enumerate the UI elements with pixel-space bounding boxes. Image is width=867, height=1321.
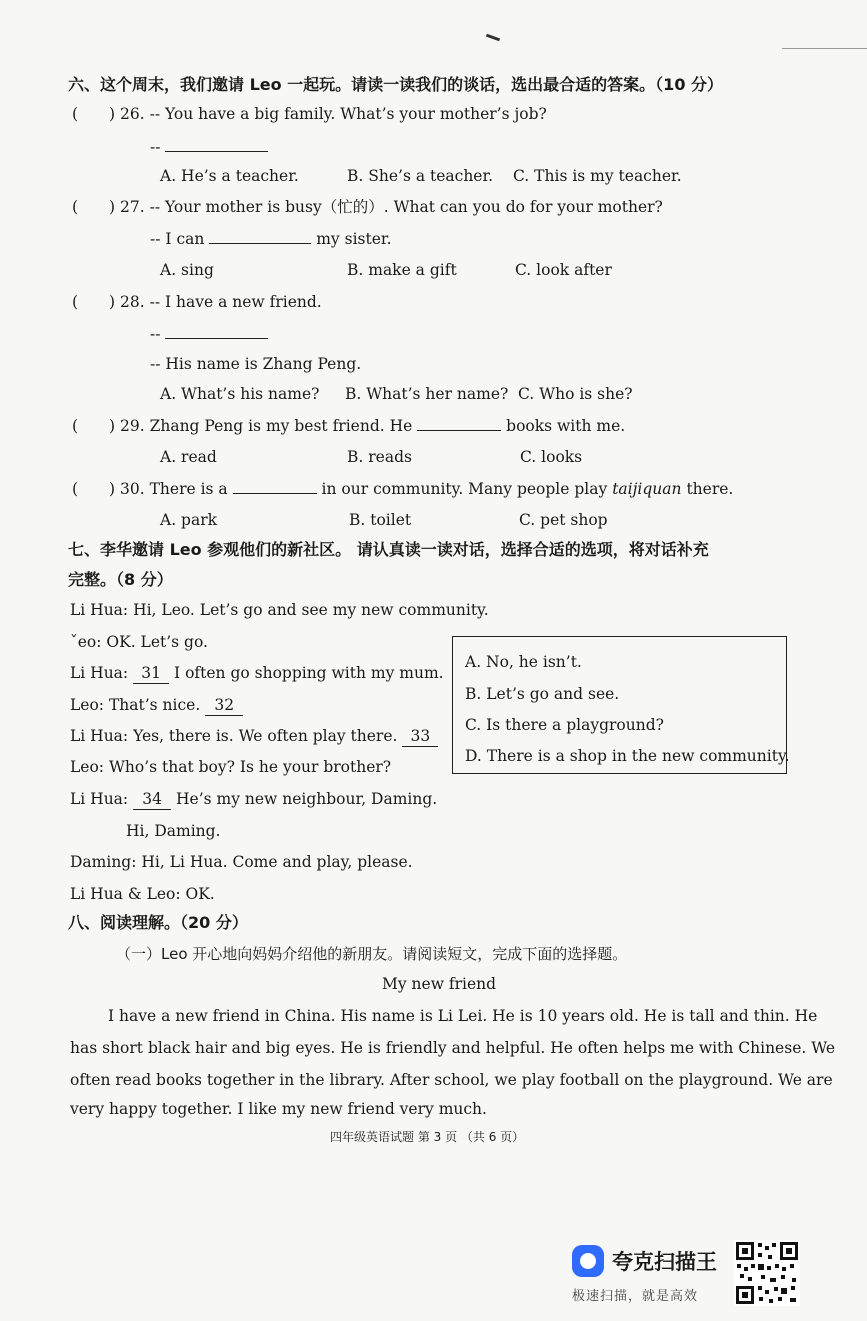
q27-option-a: A. sing	[160, 261, 214, 279]
q29-stem-post: books with me.	[506, 417, 626, 435]
dialogue-line-5	[70, 726, 438, 747]
q30-stem-italic: taijiquan	[612, 480, 682, 498]
q27-stem: 27. -- Your mother is busy（忙的）. What can you do for your mother?	[120, 198, 663, 216]
passage-line-2: has short black hair and big eyes. He is friendly and helpful. He often helps me with Chinese. We	[70, 1039, 836, 1057]
option-b: B. Let’s go and see.	[465, 685, 620, 703]
q27-option-b: B. make a gift	[347, 261, 457, 279]
q26-option-a: A. He’s a teacher.	[160, 167, 299, 185]
q28-option-a: A. What’s his name?	[160, 385, 320, 403]
dialogue-line-4	[70, 695, 243, 716]
blank-33: 33	[402, 726, 438, 747]
dialogue-line-2: ˇeo: OK. Let’s go.	[70, 633, 208, 651]
answer-paren: ( )	[72, 198, 116, 216]
option-d: D. There is a shop in the new community.	[465, 747, 790, 765]
question-26	[72, 104, 547, 124]
q30-option-b: B. toilet	[349, 511, 412, 529]
line7-speaker: Li Hua:	[70, 790, 129, 808]
q29-blank	[417, 430, 501, 431]
section7-heading-cont: 完整。（8 分）	[68, 570, 173, 589]
dialogue-line-9: Daming: Hi, Li Hua. Come and play, please.	[70, 853, 413, 871]
answer-paren: ( )	[72, 417, 116, 435]
q30-stem-mid: in our community. Many people play	[321, 480, 608, 498]
q26-reply	[150, 137, 268, 157]
q29-option-c: C. looks	[520, 448, 583, 466]
q28-reply-dash: --	[150, 325, 161, 343]
q26-reply-dash: --	[150, 138, 161, 156]
q30-blank	[233, 493, 317, 494]
q27-option-c: C. look after	[515, 261, 612, 279]
line5-text: Li Hua: Yes, there is. We often play there.	[70, 727, 398, 745]
scanner-logo-icon	[572, 1245, 604, 1277]
question-29	[72, 416, 625, 436]
q28-reply	[150, 324, 268, 344]
q26-option-b: B. She’s a teacher.	[347, 167, 494, 185]
answer-paren: ( )	[72, 105, 116, 123]
answer-paren: ( )	[72, 480, 116, 498]
q28-option-c: C. Who is she?	[518, 385, 633, 403]
question-30	[72, 479, 733, 499]
q27-reply-pre: -- I can	[150, 230, 205, 248]
page-footer: 四年级英语试题 第 3 页 （共 6 页）	[330, 1130, 525, 1144]
options-box	[452, 636, 790, 774]
q27-reply-post: my sister.	[316, 230, 392, 248]
q29-stem-pre: 29. Zhang Peng is my best friend. He	[120, 417, 413, 435]
option-a: A. No, he isn’t.	[465, 653, 582, 671]
line4-text: Leo: That’s nice.	[70, 696, 201, 714]
dialogue-line-1: Li Hua: Hi, Leo. Let’s go and see my new community.	[70, 601, 489, 619]
q26-stem: 26. -- You have a big family. What’s your mother’s job?	[120, 105, 547, 123]
dialogue-line-8: Hi, Daming.	[126, 822, 221, 840]
q26-blank	[165, 151, 268, 152]
q28-reply2: -- His name is Zhang Peng.	[150, 355, 362, 373]
q26-option-c: C. This is my teacher.	[513, 167, 682, 185]
q28-option-b: B. What’s her name?	[345, 385, 509, 403]
q28-blank	[165, 338, 268, 339]
scan-edge-line	[782, 48, 867, 49]
qr-code-icon	[734, 1240, 800, 1306]
blank-31: 31	[133, 663, 169, 684]
scan-speck	[486, 34, 500, 42]
dialogue-line-7	[70, 789, 437, 810]
line7-text: He’s my new neighbour, Daming.	[176, 790, 438, 808]
q29-option-b: B. reads	[347, 448, 412, 466]
line3-speaker: Li Hua:	[70, 664, 129, 682]
q28-stem: 28. -- I have a new friend.	[120, 293, 322, 311]
q29-option-a: A. read	[160, 448, 217, 466]
scanner-app-name: 夸克扫描王	[612, 1250, 717, 1274]
q27-blank	[209, 243, 311, 244]
question-28	[72, 292, 322, 312]
q30-option-a: A. park	[160, 511, 218, 529]
blank-32: 32	[205, 695, 243, 716]
section6-heading: 六、这个周末，我们邀请 Leo 一起玩。请读一读我们的谈话，选出最合适的答案。（10 分）	[68, 75, 724, 94]
q30-stem-post: there.	[686, 480, 734, 498]
question-27	[72, 197, 663, 217]
section8-heading: 八、阅读理解。（20 分）	[68, 913, 248, 932]
line3-text: I often go shopping with my mum.	[174, 664, 444, 682]
section7-heading: 七、李华邀请 Leo 参观他们的新社区。 请认真读一读对话，选择合适的选项，将对话补充	[68, 540, 709, 559]
blank-34: 34	[133, 789, 171, 810]
q27-reply	[150, 229, 392, 249]
passage-title: My new friend	[382, 975, 497, 993]
scanner-slogan: 极速扫描，就是高效	[572, 1289, 699, 1304]
q30-option-c: C. pet shop	[519, 511, 608, 529]
dialogue-line-3	[70, 663, 444, 684]
dialogue-line-10: Li Hua & Leo: OK.	[70, 885, 215, 903]
dialogue-line-6: Leo: Who’s that boy? Is he your brother?	[70, 758, 392, 776]
q30-stem-pre: 30. There is a	[120, 480, 228, 498]
passage-line-1: I have a new friend in China. His name is Li Lei. He is 10 years old. He is tall and thin. He	[108, 1007, 818, 1025]
option-c: C. Is there a playground?	[465, 716, 664, 734]
passage-line-4: very happy together. I like my new friend very much.	[70, 1100, 487, 1118]
passage-line-3: often read books together in the library. After school, we play football on the playground. We are	[70, 1071, 833, 1089]
answer-paren: ( )	[72, 293, 116, 311]
section8-subheading: （一）Leo 开心地向妈妈介绍他的新朋友。请阅读短文，完成下面的选择题。	[116, 945, 628, 963]
